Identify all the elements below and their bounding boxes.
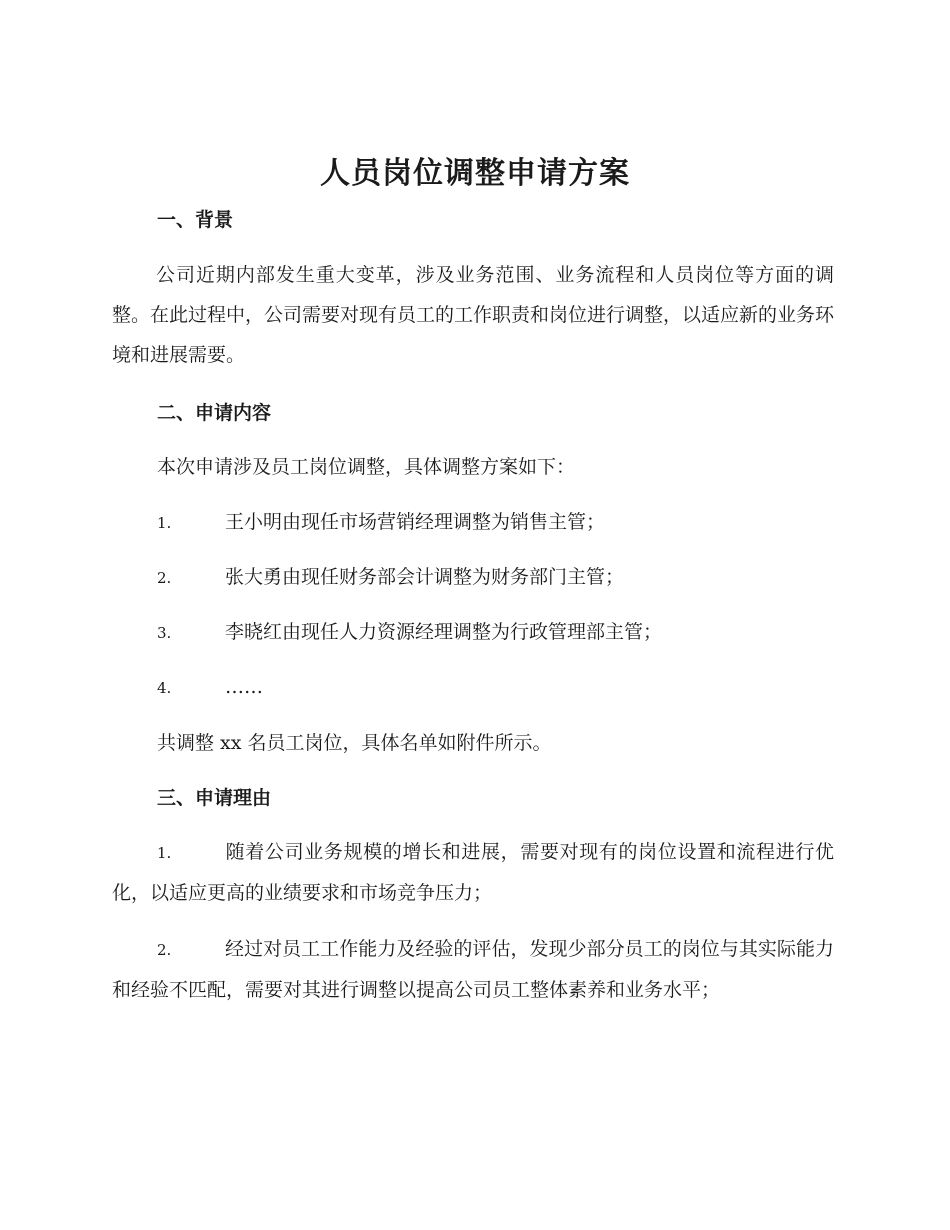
reason-item xyxy=(112,929,834,1010)
list-item-number: 1. xyxy=(157,514,172,532)
section-heading-reasons: 三、申请理由 xyxy=(157,787,272,809)
list-item-text: 王小明由现任市场营销经理调整为销售主管； xyxy=(225,511,606,533)
list-item-number: 2. xyxy=(157,569,172,587)
list-item-number: 4. xyxy=(157,679,172,697)
reason-item-text: 随着公司业务规模的增长和进展，需要对现有的岗位设置和流程进行优化，以适应更高的业绩要求和市场竞争压力； xyxy=(112,841,834,904)
reason-item-number: 2. xyxy=(157,941,172,959)
list-item xyxy=(157,672,263,703)
list-item xyxy=(157,617,662,648)
section-heading-background: 一、背景 xyxy=(157,209,234,231)
list-item xyxy=(157,507,605,538)
content-summary: 共调整 xx 名员工岗位，具体名单如附件所示。 xyxy=(157,732,552,754)
document-title: 人员岗位调整申请方案 xyxy=(320,156,630,191)
section-heading-content: 二、申请内容 xyxy=(157,402,272,424)
list-item-number: 3. xyxy=(157,624,172,642)
reason-item-number: 1. xyxy=(157,844,172,862)
list-item-text: 李晓红由现任人力资源经理调整为行政管理部主管； xyxy=(225,621,663,643)
content-intro: 本次申请涉及员工岗位调整，具体调整方案如下： xyxy=(157,456,576,478)
background-paragraph: 公司近期内部发生重大变革，涉及业务范围、业务流程和人员岗位等方面的调整。在此过程中，公司需要对现有员工的工作职责和岗位进行调整，以适应新的业务环境和进展需要。 xyxy=(112,264,835,366)
list-item xyxy=(157,562,624,593)
reason-item-text: 经过对员工工作能力及经验的评估，发现少部分员工的岗位与其实际能力和经验不匹配，需要对其进行调整以提高公司员工整体素养和业务水平； xyxy=(112,938,834,1001)
list-item-text: 张大勇由现任财务部会计调整为财务部门主管； xyxy=(225,566,625,588)
reason-item xyxy=(112,832,834,913)
list-item-text: …… xyxy=(225,676,263,698)
